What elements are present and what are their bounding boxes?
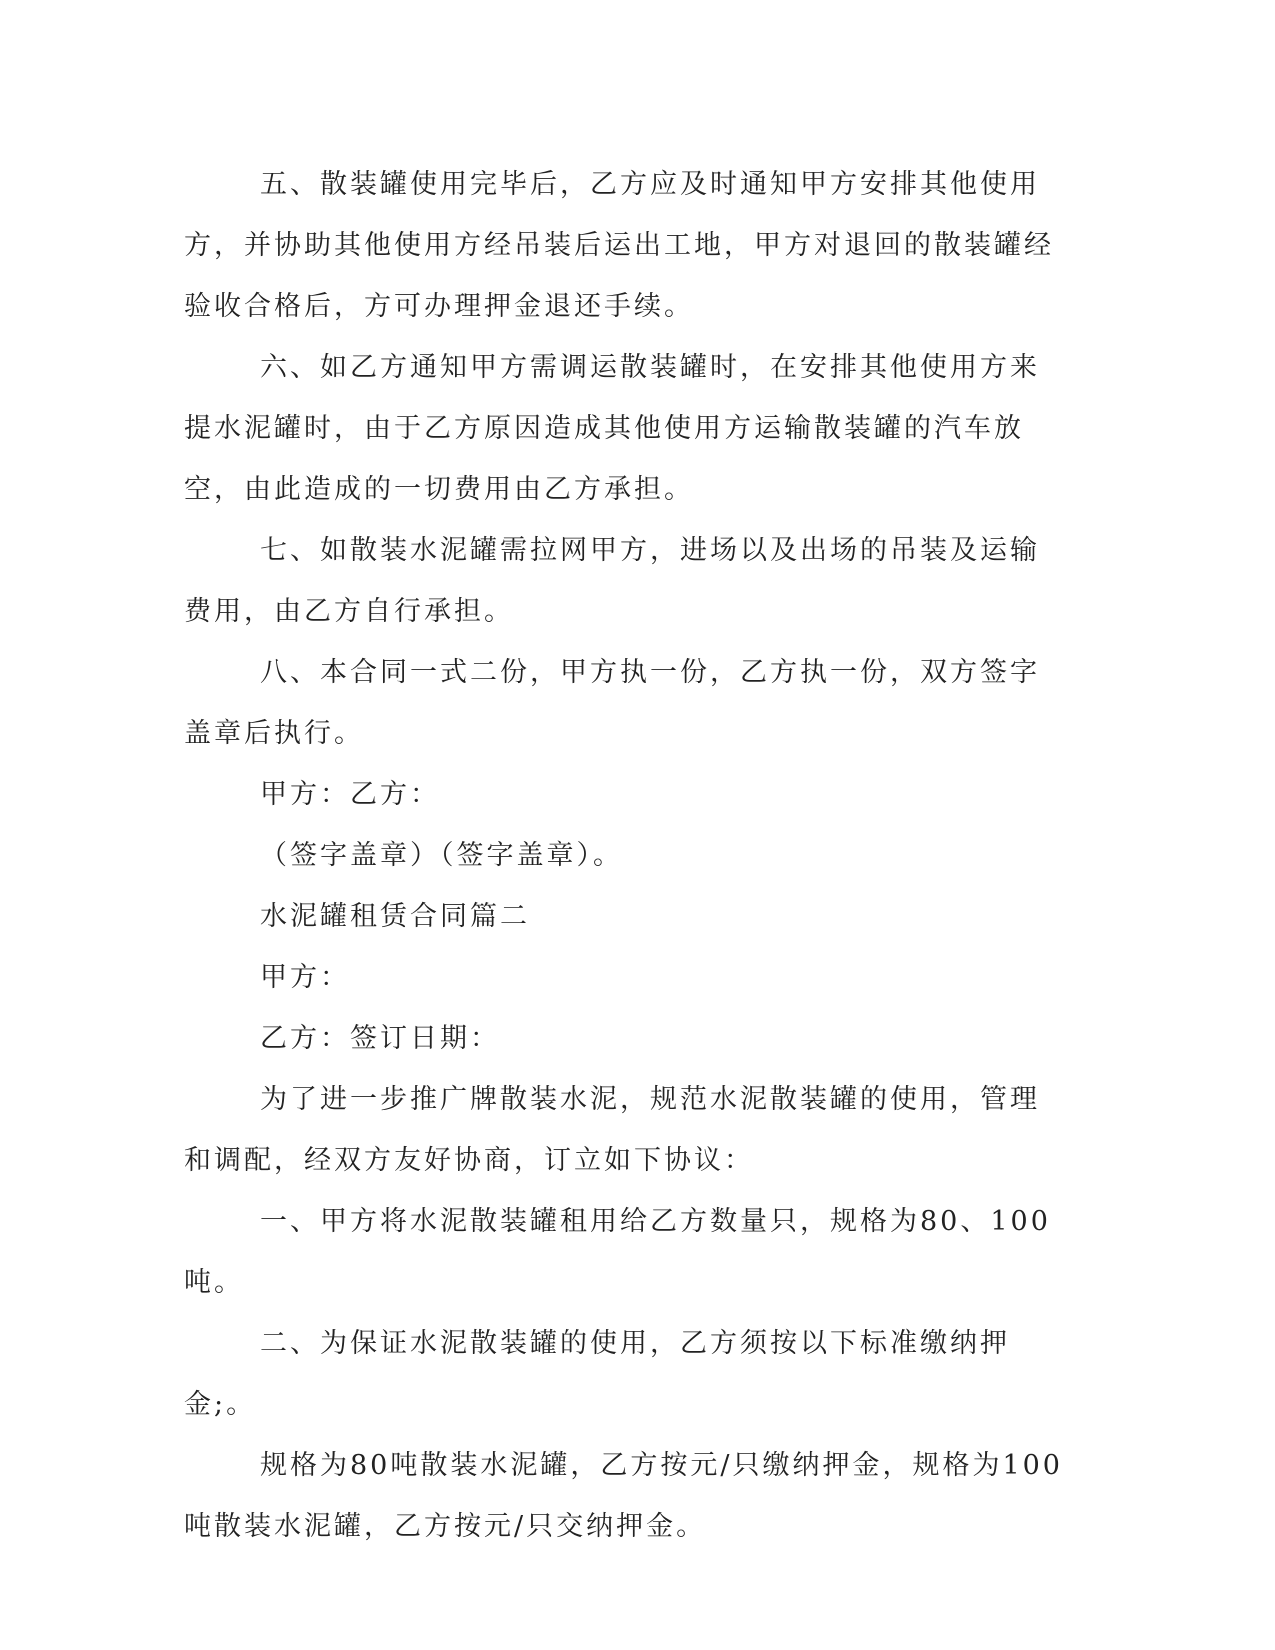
clause-eight: 八、本合同一式二份，甲方执一份，乙方执一份，双方签字盖章后执行。 bbox=[184, 657, 1040, 749]
signature-parties: 甲方：乙方： bbox=[260, 779, 440, 810]
clause-two: 二、为保证水泥散装罐的使用，乙方须按以下标准缴纳押金;。 bbox=[184, 1328, 1010, 1420]
section-title: 水泥罐租赁合同篇二 bbox=[260, 901, 530, 932]
clause-seven: 七、如散装水泥罐需拉网甲方，进场以及出场的吊装及运输费用，由乙方自行承担。 bbox=[184, 535, 1040, 627]
clause-one: 一、甲方将水泥散装罐租用给乙方数量只，规格为80、100吨。 bbox=[184, 1206, 1051, 1298]
clause-five: 五、散装罐使用完毕后，乙方应及时通知甲方安排其他使用方，并协助其他使用方经吊装后运出工地，甲方对退回的散装罐经验收合格后，方可办理押金退还手续。 bbox=[184, 169, 1054, 322]
deposit-spec-paragraph: 规格为80吨散装水泥罐，乙方按元/只缴纳押金，规格为100吨散装水泥罐，乙方按元/只交纳押金。 bbox=[184, 1450, 1063, 1542]
preamble-paragraph: 为了进一步推广牌散装水泥，规范水泥散装罐的使用，管理和调配，经双方友好协商，订立如下协议： bbox=[184, 1084, 1040, 1176]
document-body bbox=[184, 154, 1064, 1557]
party-a-label: 甲方： bbox=[260, 962, 350, 993]
signature-seal: （签字盖章）（签字盖章）。 bbox=[260, 840, 623, 871]
clause-six: 六、如乙方通知甲方需调运散装罐时，在安排其他使用方来提水泥罐时，由于乙方原因造成其他使用方运输散装罐的汽车放空，由此造成的一切费用由乙方承担。 bbox=[184, 352, 1040, 505]
party-b-date-label: 乙方：签订日期： bbox=[260, 1023, 500, 1054]
